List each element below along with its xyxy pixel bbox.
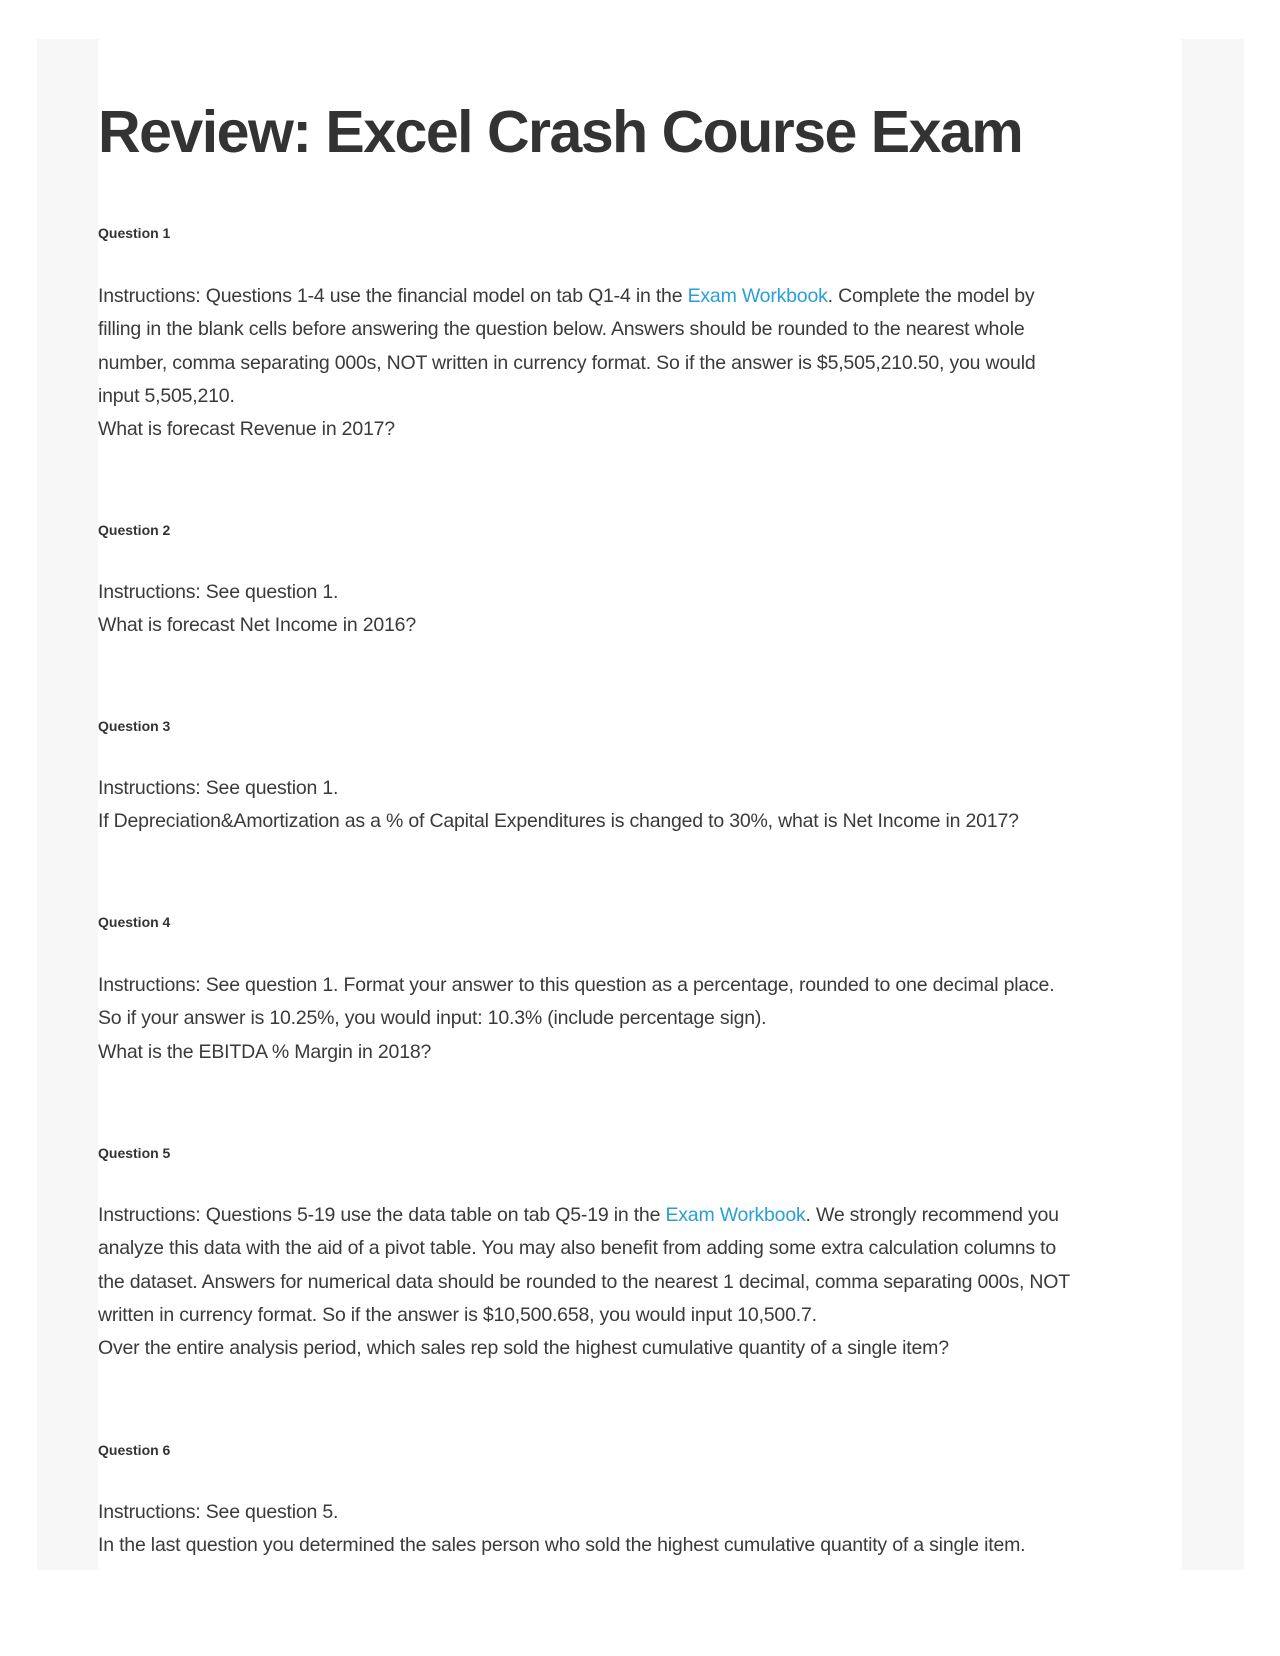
question-line: Instructions: See question 1. Format your answer to this question as a percentage, rounded to one decimal place. [98,974,1055,996]
text: . We strongly recommend you [805,1204,1059,1226]
exam-workbook-link[interactable]: Exam Workbook [687,285,828,307]
question-4-label: Question 4 [98,914,171,930]
question-2-label: Question 2 [98,522,171,538]
question-line: Instructions: See question 5. [98,1501,339,1523]
question-prompt: What is the EBITDA % Margin in 2018? [98,1040,432,1063]
question-line: In the last question you determined the sales person who sold the highest cumulative quantity of a single item. [98,1534,1026,1557]
question-4-body [98,969,1054,1069]
question-3-body [98,772,1019,839]
question-5-body [98,1199,1070,1365]
question-6-label: Question 6 [98,1442,171,1458]
question-3-label: Question 3 [98,718,171,734]
question-1-label: Question 1 [98,225,171,241]
question-line: the dataset. Answers for numerical data should be rounded to the nearest 1 decimal, comma separating 000s, NOT [98,1270,1070,1293]
text: Instructions: Questions 1-4 use the financial model on tab Q1-4 in the [98,285,688,307]
question-line: filling in the blank cells before answering the question below. Answers should be rounded to the nearest whole [98,318,1025,341]
question-line: Instructions: See question 1. [98,777,339,799]
question-5-label: Question 5 [98,1145,171,1161]
question-line: written in currency format. So if the answer is $10,500.658, you would input 10,500.7. [98,1303,817,1326]
question-prompt: If Depreciation&Amortization as a % of Capital Expenditures is changed to 30%, what is Net Income in 2017? [98,810,1019,833]
question-line [98,280,1035,313]
text: Instructions: Questions 5-19 use the data table on tab Q5-19 in the [98,1204,666,1226]
question-line: input 5,505,210. [98,384,235,407]
question-line [98,1199,1070,1232]
question-prompt: What is forecast Net Income in 2016? [98,614,416,637]
question-2-body [98,576,416,643]
exam-workbook-link[interactable]: Exam Workbook [665,1204,806,1226]
page-title: Review: Excel Crash Course Exam [98,99,1023,165]
question-line: So if your answer is 10.25%, you would input: 10.3% (include percentage sign). [98,1007,767,1030]
question-line: analyze this data with the aid of a pivot table. You may also benefit from adding some extra calculation columns to [98,1237,1056,1260]
question-prompt: Over the entire analysis period, which sales rep sold the highest cumulative quantity of a single item? [98,1337,949,1360]
question-6-body [98,1496,1025,1563]
question-line: number, comma separating 000s, NOT written in currency format. So if the answer is $5,505,210.50, you would [98,351,1036,374]
question-line: Instructions: See question 1. [98,581,339,603]
question-1-body [98,280,1035,446]
text: . Complete the model by [827,285,1035,307]
question-prompt: What is forecast Revenue in 2017? [98,418,395,441]
